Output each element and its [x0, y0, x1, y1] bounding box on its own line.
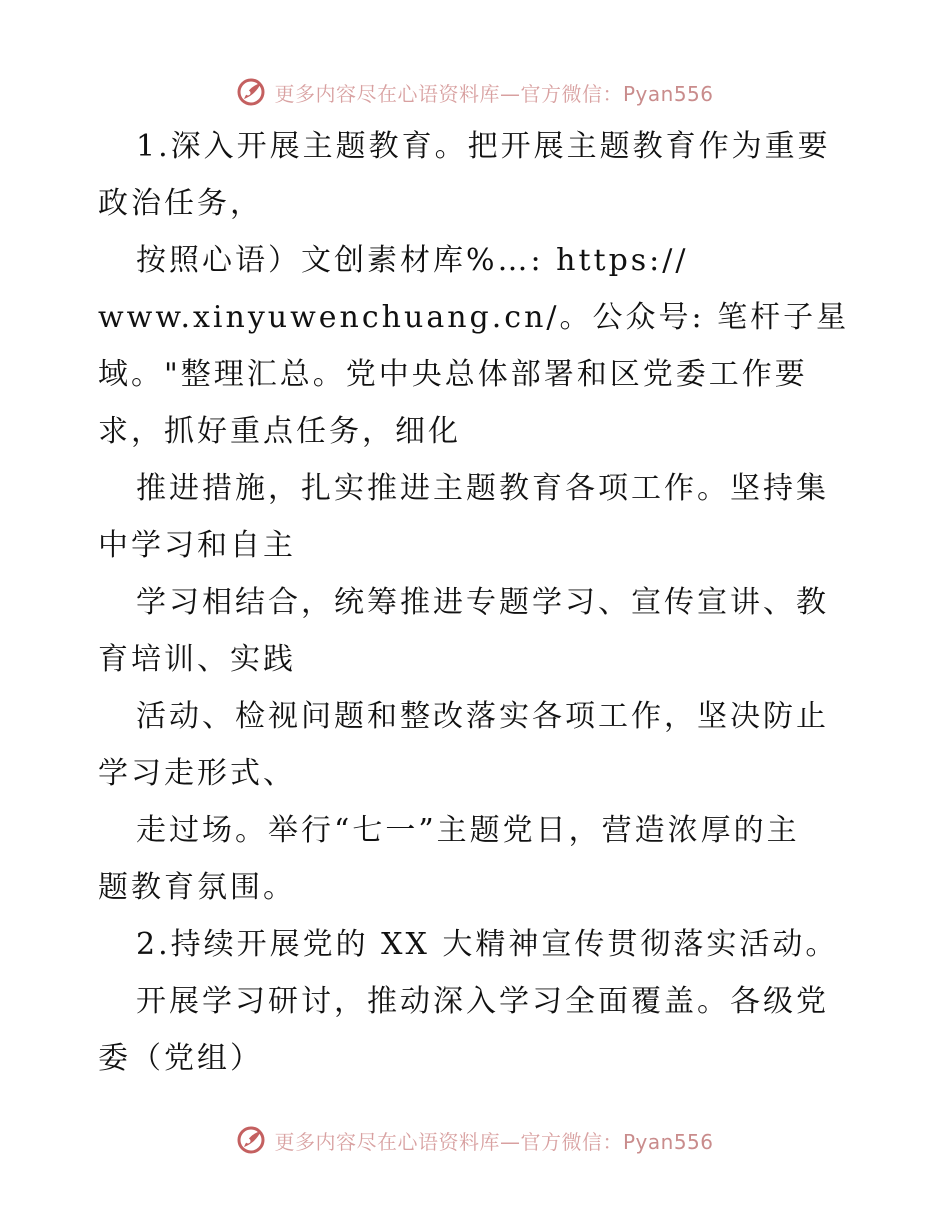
paragraph-line: 学习走形式、: [98, 756, 296, 791]
paragraph-line: 学习相结合，统筹推进专题学习、宣传宣讲、教: [136, 585, 829, 620]
paragraph-line: 政治任务，: [98, 186, 263, 221]
watermark-banner-bottom: [0, 1120, 950, 1160]
paragraph-line: 按照心语）文创素材库%…: https://: [136, 243, 689, 278]
document-body: [98, 118, 858, 1087]
paragraph-line: 1.深入开展主题教育。把开展主题教育作为重要: [136, 129, 831, 164]
paragraph-line: 中学习和自主: [98, 528, 296, 563]
paragraph-line: 题教育氛围。: [98, 870, 296, 905]
paragraph-line: 育培训、实践: [98, 642, 296, 677]
paragraph-line: 域。"整理汇总。党中央总体部署和区党委工作要: [98, 357, 808, 392]
watermark-text: 更多内容尽在心语资料库—官方微信：Pyan556: [274, 81, 714, 106]
paragraph-line: 走过场。举行“七一”主题党日，营造浓厚的主: [136, 813, 800, 848]
paragraph-line: 求，抓好重点任务，细化: [98, 414, 461, 449]
leaf-logo-icon: [236, 1125, 266, 1155]
watermark-text: 更多内容尽在心语资料库—官方微信：Pyan556: [274, 1129, 714, 1154]
leaf-logo-icon: [236, 77, 266, 107]
paragraph-line: www.xinyuwenchuang.cn/。公众号: 笔杆子星: [98, 300, 850, 335]
paragraph-line: 活动、检视问题和整改落实各项工作，坚决防止: [136, 699, 829, 734]
paragraph-line: 开展学习研讨，推动深入学习全面覆盖。各级党: [136, 984, 829, 1019]
paragraph-line: 2.持续开展党的 XX 大精神宣传贯彻落实活动。: [136, 927, 839, 962]
watermark-banner-top: [0, 72, 950, 112]
paragraph-line: 推进措施，扎实推进主题教育各项工作。坚持集: [136, 471, 829, 506]
paragraph-line: 委（党组）: [98, 1041, 263, 1076]
